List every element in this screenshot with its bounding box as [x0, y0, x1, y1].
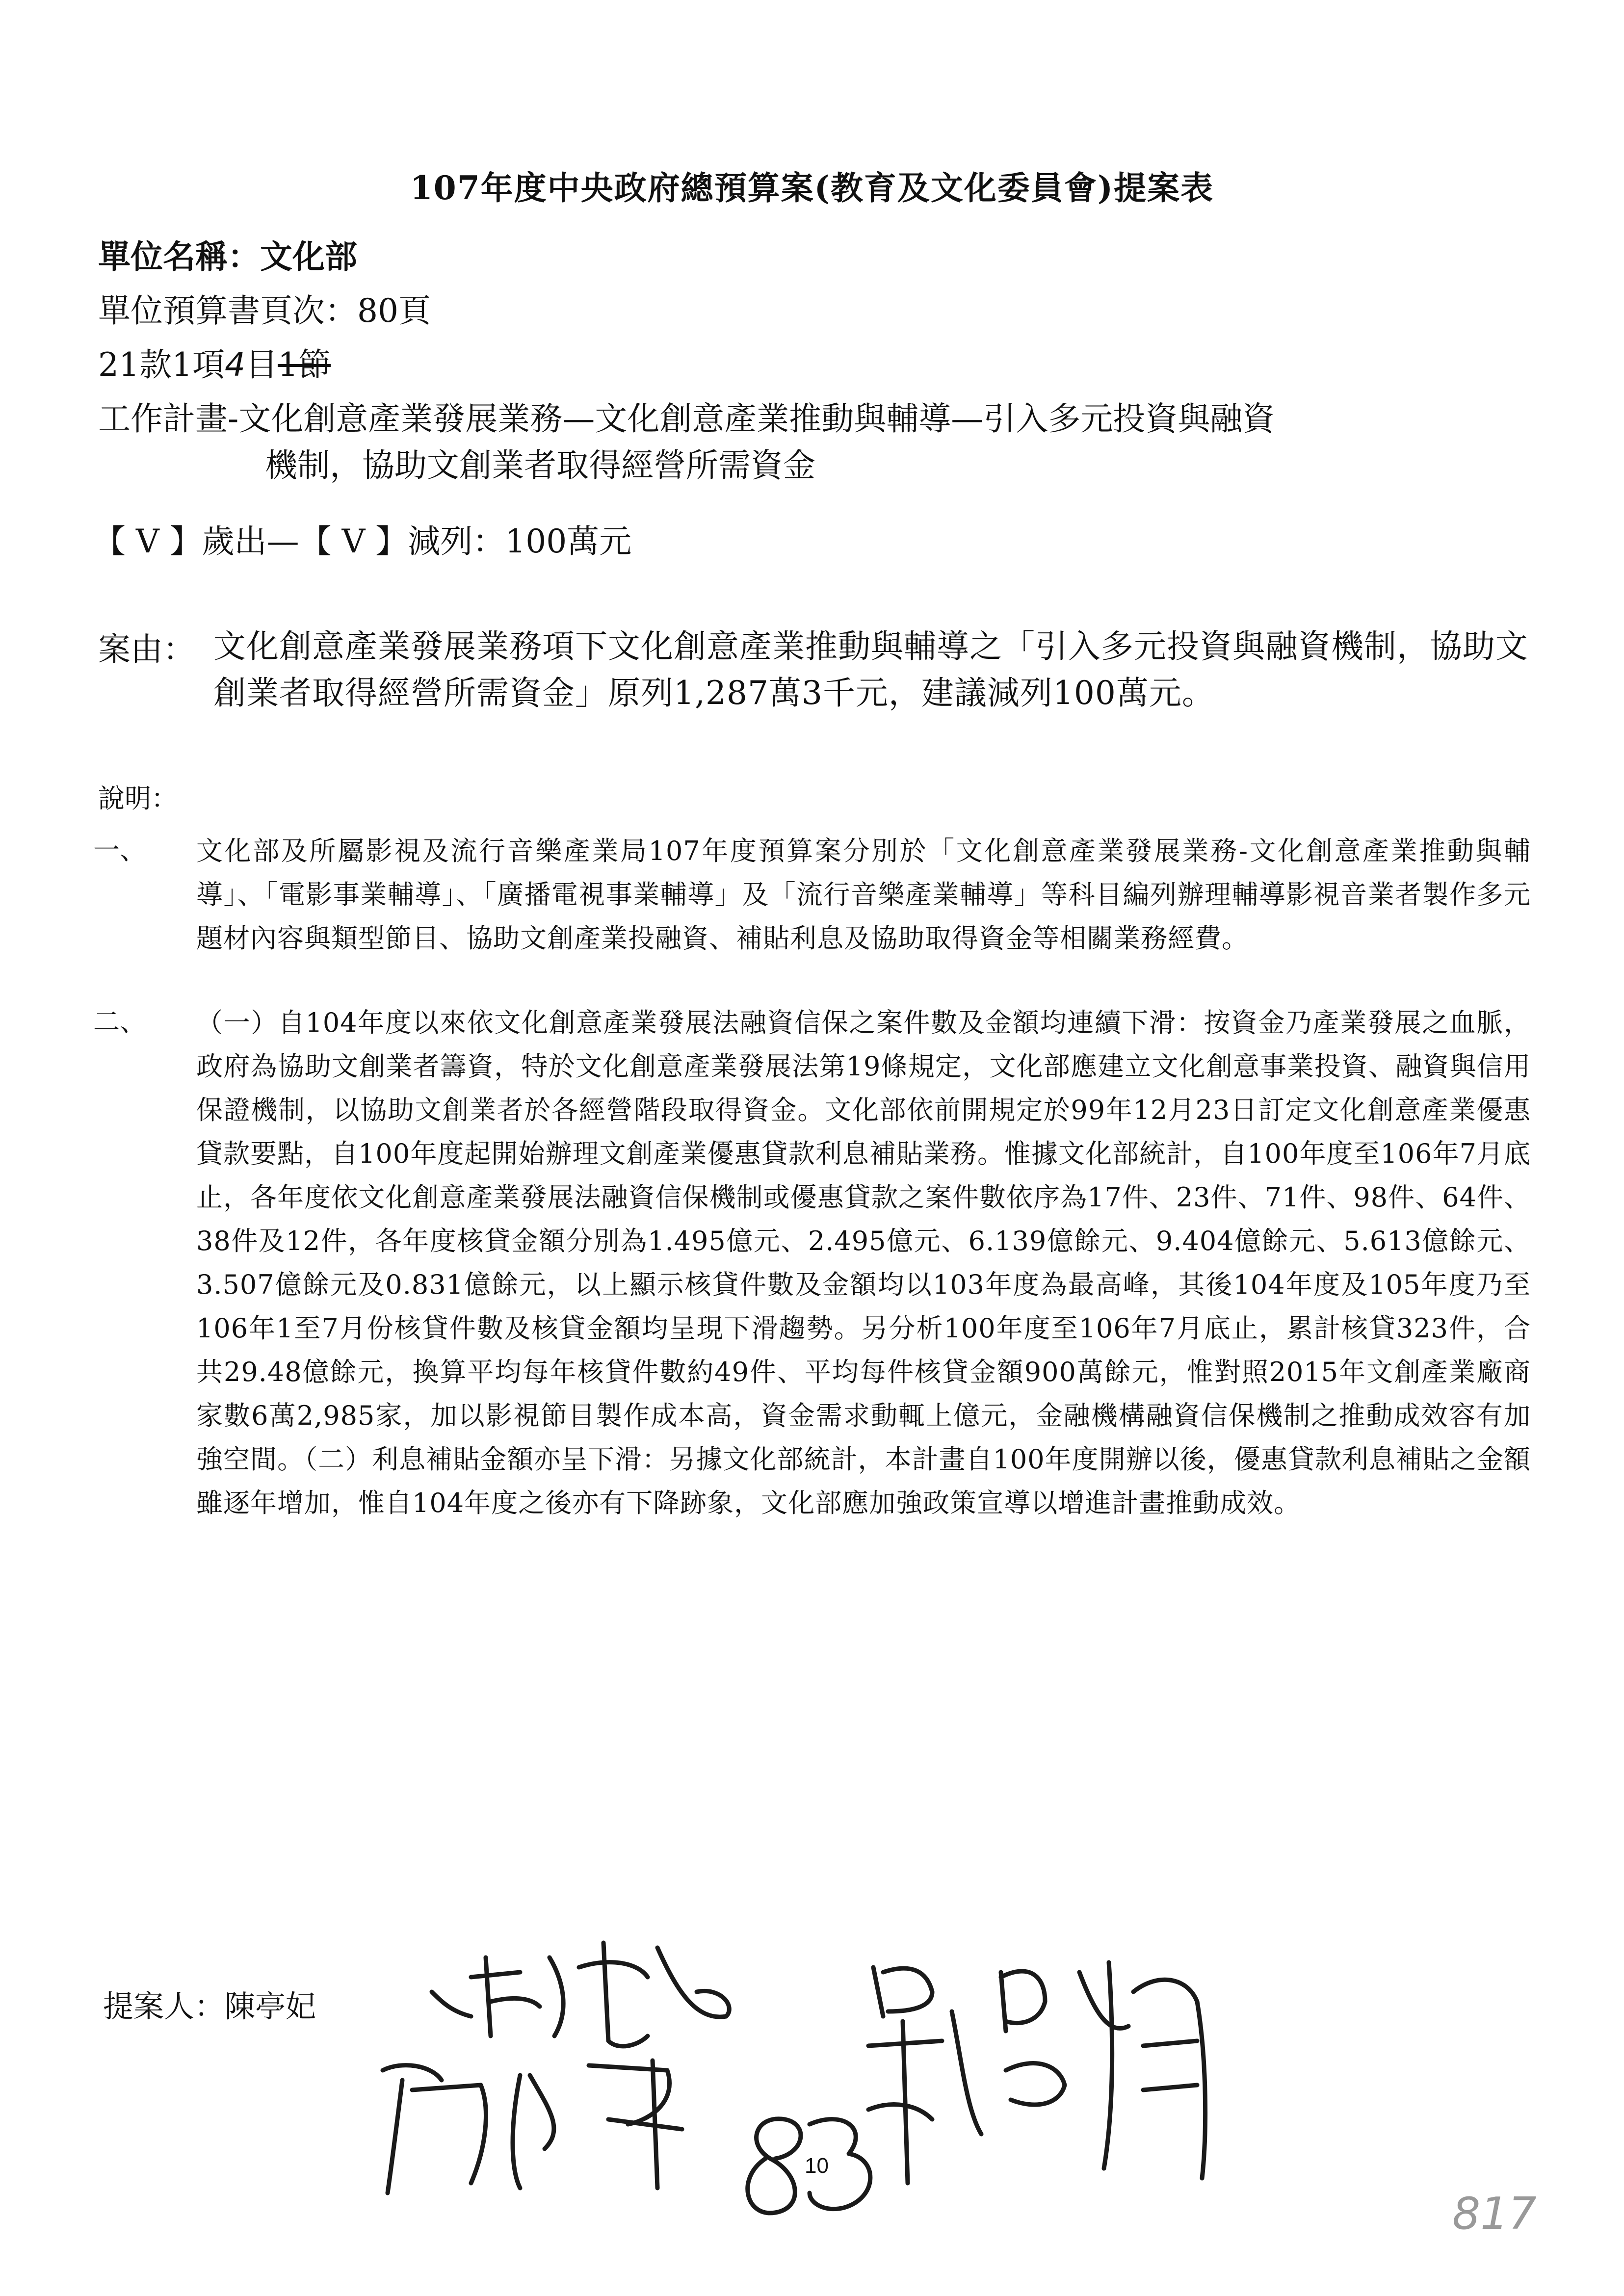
type-line: 【 V 】歲出—【 V 】減列：100萬元 — [93, 522, 632, 560]
signature-2 — [383, 2061, 682, 2193]
note-2-text: （一）自104年度以來依文化創意產業發展法融資信保之案件數及金額均連續下滑：按資金乃產業發展之血脈，政府為協助文創業者籌資，特於文化創意產業發展法第19條規定，文化部應建立文化創意事業投資、融資與信用保證機制，以協助文創業者於各經營階段取得資金。文化部依前開規定於99年12月23日訂定文化創意產業優惠貸款要點，自100年度起開始辦理文創產業優惠貸款利息補貼業務。惟據文化部統計，自100年度至106年7月底止，各年度依文化創意產業發展法融資信保機制或優惠貸款之案件數依序為17件、23件、71件、98件、64件、38件及12件，各年度核貸金額分別為1.495億元、2.495億元、6.139億餘元、9.404億餘元、5.613億餘元、3.507億餘元及0.831億餘元，以上顯示核貸件數及金額均以103年度為最高峰，其後104年度及105年度乃至106年1至7月份核貸件數及核貸金額均呈現下滑趨勢。另分析100年度至106年7月底止，累計核貸323件，合共29.48億餘元，換算平均每年核貸件數約49件、平均每件核貸金額900萬餘元，惟對照2015年文創產業廠商家數6萬2,985家，加以影視節目製作成本高，資金需求動輒上億元，金融機構融資信保機制之推動成效容有加強空間。（二）利息補貼金額亦呈下滑：另據文化部統計，本計畫自100年度開辦以後，優惠貸款利息補貼之金額雖逐年增加，惟自104年度之後亦有下降跡象，文化部應加強政策宣導以增進計畫推動成效。 — [196, 1007, 1531, 1518]
note-1-text: 文化部及所屬影視及流行音樂產業局107年度預算案分別於「文化創意產業發展業務-文化創意產業推動與輔導」、「電影事業輔導」、「廣播電視事業輔導」及「流行音樂產業輔導」等科目編列辦理輔導影視音業者製作多元題材內容與類型節目、協助文創產業投融資、補貼利息及協助取得資金等相關業務經費。 — [196, 835, 1531, 954]
budget-item-row — [98, 339, 331, 385]
proposer-label: 提案人： — [103, 1988, 225, 2024]
signature-1 — [432, 1943, 729, 2046]
signature-3 — [868, 1962, 1205, 2183]
page-title: 107年度中央政府總預算案(教育及文化委員會)提案表 — [410, 169, 1214, 207]
budget-page-row: 單位預算書頁次：80頁 — [98, 292, 431, 330]
work-plan-line-1: 工作計畫-文化創意產業發展業務—文化創意產業推動與輔導—引入多元投資與融資 — [98, 400, 1275, 438]
unit-name-row — [98, 231, 357, 277]
work-plan-line-2: 機制，協助文創業者取得經營所需資金 — [265, 446, 815, 484]
budget-item-prefix: 21款1項 — [98, 346, 225, 384]
unit-name-label: 單位名稱： — [98, 237, 260, 276]
reason-label: 案由： — [98, 630, 195, 668]
notes-label: 說明： — [98, 783, 178, 814]
budget-item-mid: 目 — [245, 346, 278, 384]
note-2-number: 二、 — [93, 1006, 146, 1037]
margin-handwritten-number: 817 — [1452, 2188, 1537, 2240]
proposer-name: 陳亭妃 — [225, 1988, 316, 2024]
note-1-number: 一、 — [93, 835, 146, 865]
page-number: 10 — [805, 2154, 829, 2178]
proposer-row — [103, 1982, 316, 2026]
unit-name-value: 文化部 — [260, 237, 357, 276]
reason-text: 文化創意產業發展業務項下文化創意產業推動與輔導之「引入多元投資與融資機制，協助文創業者取得經營所需資金」原列1,287萬3千元，建議減列100萬元。 — [213, 627, 1528, 712]
budget-item-handwritten: 4 — [224, 346, 245, 384]
budget-item-struck: 1節 — [277, 346, 331, 384]
